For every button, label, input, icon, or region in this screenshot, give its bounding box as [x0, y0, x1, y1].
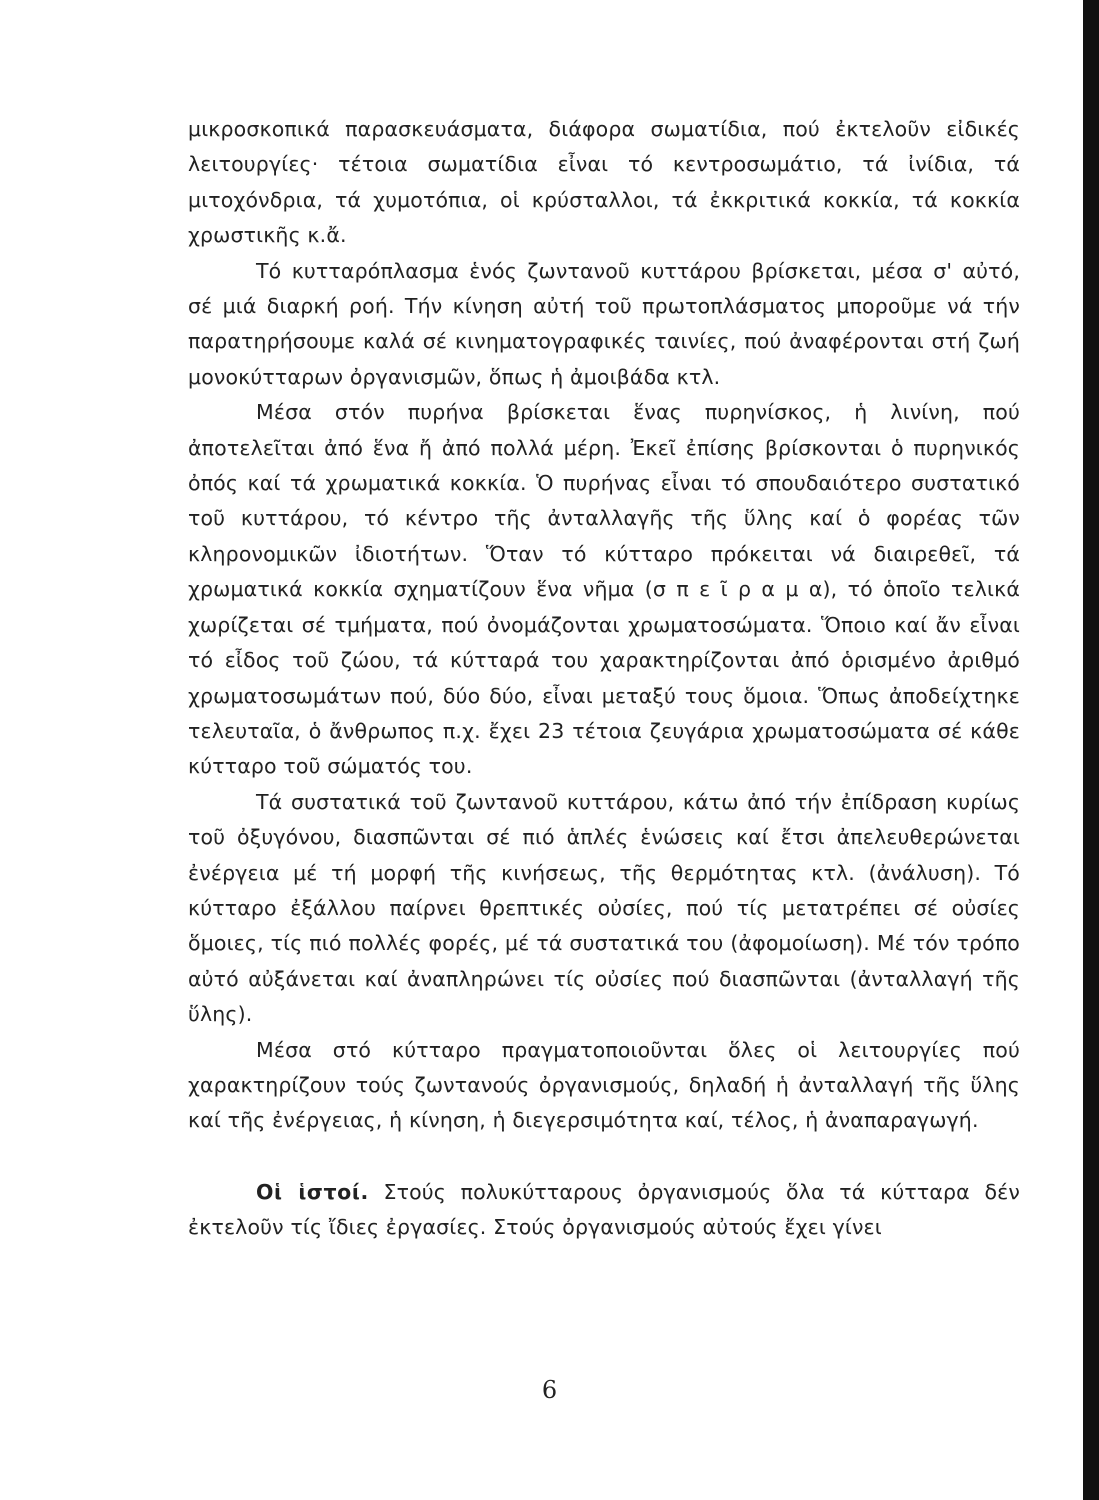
page-number: 6	[541, 1376, 558, 1404]
section-text: Στούς πολυκύτταρους ὀργανισμούς ὅλα τά κύτταρα δέν ἐκτελοῦν τίς ἴδιες ἐργασίες. Στούς ὀργανισμούς αὐτούς ἔχει γίνει	[188, 1179, 1020, 1240]
page-edge-shadow	[1083, 0, 1099, 1500]
paragraph-metabolism: Τά συστατικά τοῦ ζωντανοῦ κυττάρου, κάτω ἀπό τήν ἐπίδραση κυρίως τοῦ ὀξυγόνου, διασπῶνται σέ πιό ἁπλές ἑνώσεις καί ἔτσι ἀπελευθερώνεται ἐνέργεια μέ τή μορφή τῆς κινήσεως, τῆς θερμότητας κτλ. (ἀνάλυση). Τό κύτταρο ἐξάλλου παίρνει θρεπτικές οὐσίες, πού τίς μετατρέπει σέ οὐσίες ὅμοιες, τίς πιό πολλές φορές, μέ τά συστατικά του (ἀφομοίωση). Μέ τόν τρόπο αὐτό αὐξάνεται καί ἀναπληρώνει τίς οὐσίες πού διασπῶνται (ἀνταλλαγή τῆς ὕλης).	[188, 789, 1020, 1027]
paragraph-cell-particles: μικροσκοπικά παρασκευάσματα, διάφορα σωματίδια, πού ἐκτελοῦν εἰδικές λειτουργίες· τέτοια σωματίδια εἶναι τό κεντροσωμάτιο, τά ἰνίδια, τά μιτοχόνδρια, τά χυμοτόπια, οἱ κρύσταλλοι, τά ἐκκριτικά κοκκία, τά κοκκία χρωστικῆς κ.ἄ.	[188, 117, 1020, 248]
paragraph-nucleus: Μέσα στόν πυρήνα βρίσκεται ἕνας πυρηνίσκος, ἡ λινίνη, πού ἀποτελεῖται ἀπό ἕνα ἤ ἀπό πολλά μέρη. Ἐκεῖ ἐπίσης βρίσκονται ὁ πυρηνικός ὀπός καί τά χρωματικά κοκκία. Ὁ πυρήνας εἶναι τό σπουδαιότερο συστατικό τοῦ κυττάρου, τό κέντρο τῆς ἀνταλλαγῆς τῆς ὕλης καί ὁ φορέας τῶν κληρονομικῶν ἰδιοτήτων. Ὅταν τό κύτταρο πρόκειται νά διαιρεθεῖ, τά χρωματικά κοκκία σχηματίζουν ἕνα νῆμα (σ π ε ῖ ρ α μ α), τό ὁποῖο τελικά χωρίζεται σέ τμήματα, πού ὀνομάζονται χρωματοσώματα. Ὅποιο καί ἄν εἶναι τό εἶδος τοῦ ζώου, τά κύτταρά του χαρακτηρίζονται ἀπό ὁρισμένο ἀριθμό χρωματοσωμάτων πού, δύο δύο, εἶναι μεταξύ τους ὅμοια. Ὅπως ἀποδείχτηκε τελευταῖα, ὁ ἄνθρωπος π.χ. ἔχει 23 τέτοια ζευγάρια χρωματοσώματα σέ κάθε κύτταρο τοῦ σώματός του.	[188, 400, 1020, 779]
section-title: Οἱ ἱστοί.	[256, 1179, 369, 1204]
paragraph-cytoplasm: Τό κυτταρόπλασμα ἑνός ζωντανοῦ κυττάρου βρίσκεται, μέσα σ' αὐτό, σέ μιά διαρκή ροή. Τήν κίνηση αὐτή τοῦ πρωτοπλάσματος μποροῦμε νά τήν παρατηρήσουμε καλά σέ κινηματογραφικές ταινίες, πού ἀναφέρονται στή ζωή μονοκύτταρων ὀργανισμῶν, ὅπως ἡ ἀμοιβάδα κτλ.	[188, 258, 1020, 389]
paragraph-cell-functions: Μέσα στό κύτταρο πραγματοποιοῦνται ὅλες οἱ λειτουργίες πού χαρακτηρίζουν τούς ζωντανούς ὀργανισμούς, δηλαδή ἡ ἀνταλλαγή τῆς ὕλης καί τῆς ἐνέργειας, ἡ κίνηση, ἡ διεγερσιμότητα καί, τέλος, ἡ ἀναπαραγωγή.	[188, 1037, 1020, 1133]
section-tissues	[188, 1175, 1020, 1246]
page-body	[188, 112, 1020, 1246]
